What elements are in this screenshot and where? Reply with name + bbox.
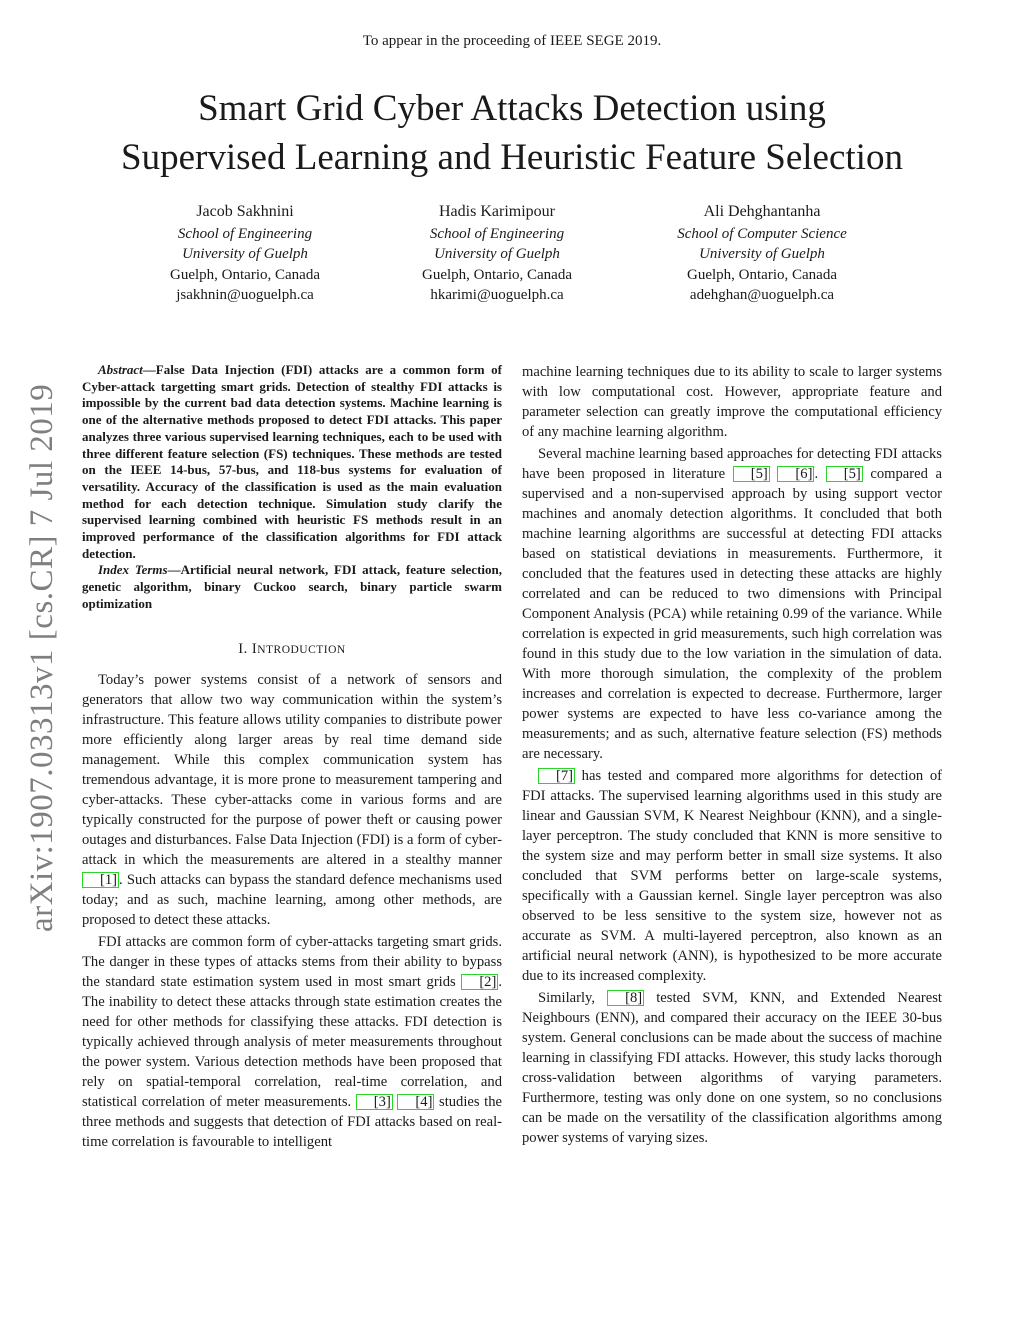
text-run: FDI attacks are common form of cyber-attacks targeting smart grids. The danger in these types of attacks stems from their ability to bypass the standard state estimation system used in most smart grids [82,933,502,990]
title-line-1: Smart Grid Cyber Attacks Detection using [198,88,826,129]
text-run: Today’s power systems consist of a network of sensors and generators that allow two way communication within the system’s infrastructure. This feature allows utility companies to distribute power more efficiently along larger areas by real time demand side management. While this complex communication system has tremendous advantage, it is more prone to measurement tampering and cyber-attacks. These cyber-attacks come in various forms and are typically constructed for the purpose of power theft or causing power outages and disturbances. False Data Injection (FDI) is a form of cyber-attack in which the measurements are altered in a stealthy manner [82,671,502,868]
intro-paragraph-2 [82,932,502,1152]
author-dept: School of Engineering [429,225,565,242]
citation-link[interactable]: [5] [826,466,863,482]
author-1 [115,202,375,306]
text-run: . Such attacks can bypass the standard defence mechanisms used today; and as such, machine learning, among other methods, are proposed to detect these attacks. [82,871,502,928]
index-terms-label: Index Terms [98,562,168,578]
abstract-label: Abstract [98,362,143,377]
text-run: tested SVM, KNN, and Extended Nearest Neighbours (ENN), and compared their accuracy on the IEEE 30-bus system. General conclusions can be made about the success of machine learning in classifying FDI attacks. However, this study lacks thorough cross-validation between algorithms of varying parameters. Furthermore, testing was only done on one system, so no conclusions can be made on the versatility of the classification algorithms among power systems of varying sizes. [522,990,942,1146]
author-university: University of Guelph [699,246,825,262]
text-run: Several machine learning based approaches for detecting FDI attacks have been proposed in literature [522,446,942,482]
section-title-initial: I [251,640,258,657]
header-note: To appear in the proceeding of IEEE SEGE 2019. [362,33,662,49]
author-name: Hadis Karimipour [439,203,555,220]
intro-paragraph-1 [82,670,502,930]
author-location: Guelph, Ontario, Canada [422,266,572,283]
section-title-rest: NTRODUCTION [257,643,346,656]
right-paragraph-3 [522,766,942,986]
author-dept: School of Computer Science [677,225,847,242]
arxiv-stamp: arXiv:1907.03313v1 [cs.CR] 7 Jul 2019 [24,383,60,932]
text-run: machine learning techniques due to its ability to scale to larger systems with low computational cost. However, appropriate feature and parameter selection can greatly improve the computational efficiency of any machine learning algorithm. [522,364,942,440]
author-3 [632,202,892,306]
index-terms-text: —Artificial neural network, FDI attack, feature selection, genetic algorithm, binary Cuckoo search, binary particle swarm optimization [82,562,503,611]
author-location: Guelph, Ontario, Canada [170,266,320,283]
author-2 [367,202,627,306]
right-paragraph-1 [522,362,942,442]
abstract [82,362,502,562]
author-email: adehghan@uoguelph.ca [689,287,835,303]
text-run: Similarly, [538,990,608,1006]
author-name: Jacob Sakhnini [196,203,294,220]
right-column [522,362,942,1148]
citation-link[interactable]: [6] [777,466,814,482]
section-number: I. [238,640,252,657]
citation-link[interactable]: [5] [733,466,770,482]
section-heading [82,639,502,660]
citation-link[interactable]: [7] [538,768,575,784]
text-run: has tested and compared more algorithms for detection of FDI attacks. The supervised learning algorithms used in this study are linear and Gaussian SVM, K Nearest Neighbour (KNN), and a single-layer perceptron. The study concluded that KNN is more sensitive to the system size and may perform better in small size systems. It also concluded that SVM performs better on large-scale systems, specifically with a Gaussian kernel. Single layer perceptron was also observed to be less sensitive to the system size, however not as accurate as SVM. A multi-layered perceptron, also known as an artificial neural network (ANN), is hypothesized to be more accurate due to its increased complexity. [522,768,942,984]
right-paragraph-2: Several machine learning based approaches for detecting FDI attacks have been proposed in literature [5] [6] . [5] compared a supervised and a non-supervised approach by using support vector machines and anomaly detection algorithms. It concluded that both machine learning algorithms are successful at detecting FDI attacks based on statistical deviations in measurements. Furthermore, it concluded that the features used in detecting these attacks are highly correlated and can be reduced to two dimensions with Principal Component Analysis (PCA) while retaining 0.99 of the variance. While correlation is expected in grid measurements, such high correlation was found in this study due to the low variation in the simulation of data. With more thorough simulation, the complexity of the problem increases and correlation is expected to decrease. Furthermore, larger power systems are expected to have less co-variance among the measurements; and as such, alternative feature selection (FS) methods are necessary. [522,446,943,762]
citation-link[interactable]: [1] [82,872,119,888]
author-university: University of Guelph [182,246,308,262]
text-run: studies the three methods and suggests that detection of FDI attacks based on real-time correlation is favourable to intelligent [82,1093,502,1150]
citation-link[interactable]: [8] [607,990,644,1006]
author-dept: School of Engineering [177,225,313,242]
author-name: Ali Dehghantanha [703,203,821,220]
author-location: Guelph, Ontario, Canada [687,266,837,283]
title-line-2: Supervised Learning and Heuristic Feature Selection [121,137,903,178]
author-university: University of Guelph [434,246,560,262]
index-terms [82,562,502,612]
citation-link[interactable]: [3] [356,1094,393,1110]
left-column [82,362,502,1152]
author-email: jsakhnin@uoguelph.ca [176,287,314,303]
citation-link[interactable]: [4] [397,1094,434,1110]
author-email: hkarimi@uoguelph.ca [430,287,564,303]
abstract-text: —False Data Injection (FDI) attacks are a common form of Cyber-attack targetting smart grids. Detection of stealthy FDI attacks is impossible by the current bad data detection systems. Machine learning is one of the alternative methods proposed to detect FDI attacks. This paper analyzes three various supervised learning techniques, each to be used with three different feature selection (FS) techniques. These methods are tested on the IEEE 14-bus, 57-bus, and 118-bus systems for evaluation of versatility. Accuracy of the classification is used as the main evaluation method for each detection technique. Simulation study clarify the supervised learning combined with heuristic FS methods result in an improved performance of the classification algorithms for FDI attack detection. [82,362,502,561]
text-run: . The inability to detect these attacks through state estimation creates the need for other methods for classifying these attacks. FDI detection is typically achieved through analysis of meter measurements throughout the power system. Various detection methods have been proposed that rely on spatial-temporal correlation, real-time correlation, and statistical correlation of meter measurements. [82,973,502,1110]
text-run: compared a supervised and a non-supervised approach by using support vector machines and anomaly detection algorithms. It concluded that both machine learning algorithms are successful at detecting FDI attacks based on statistical deviations in measurements. Furthermore, it concluded that the features used in detecting these attacks are highly correlated and can be reduced to two dimensions with Principal Component Analysis (PCA) while retaining 0.99 of the variance. While correlation is expected in grid measurements, such high correlation was found in this study due to the low variation in the simulation of data. With more thorough simulation, the complexity of the problem increases and correlation is expected to decrease. Furthermore, larger power systems are expected to have less co-variance among the measurements; and as such, alternative feature selection (FS) methods are necessary. [522,466,943,762]
citation-link[interactable]: [2] [461,974,498,990]
right-paragraph-4 [522,988,942,1148]
paper-title [40,84,984,182]
